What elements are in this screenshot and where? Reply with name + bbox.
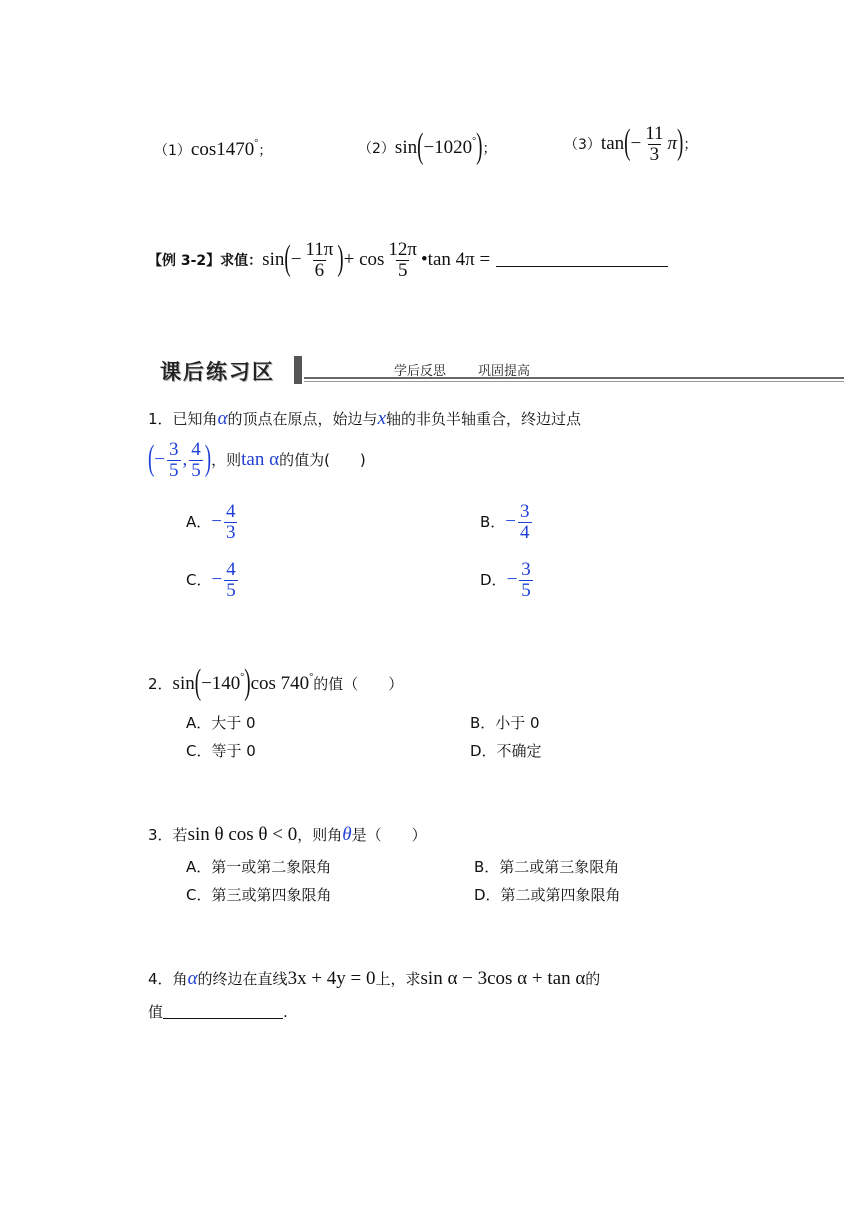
q2-number: 2．	[148, 675, 173, 693]
q3-option-a[interactable]: A．第一或第二象限角	[186, 858, 332, 876]
q4-line-1: 4．角α的终边在直线3x + 4y = 0上，求sin α − 3cos α + tan α的	[148, 968, 601, 989]
item-1-expr: cos1470	[190, 139, 255, 160]
q1-number: 1．	[148, 410, 173, 428]
q2-option-d[interactable]: D．不确定	[470, 742, 542, 760]
q1-option-d[interactable]: D．− $\frac{3}{5}$	[480, 559, 531, 601]
q4-answer-blank[interactable]	[163, 1000, 283, 1019]
item-3-fn: tan	[600, 133, 625, 154]
section-banner	[148, 352, 848, 388]
item-2-fn: sin	[394, 137, 418, 158]
banner-bar	[294, 356, 302, 384]
banner-line	[304, 377, 844, 379]
q2-option-c[interactable]: C．等于 0	[186, 742, 256, 760]
example-fraction-2: $\frac{12\pi}{5}$	[388, 239, 418, 281]
section-title: 课后练习区	[160, 360, 275, 384]
item-3-fraction: $\frac{11}{3}$	[645, 123, 664, 165]
q1-point-y: $\frac{4}{5}$	[191, 439, 201, 481]
answer-blank[interactable]	[496, 248, 668, 267]
example-fraction-1: $\frac{11\pi}{6}$	[305, 239, 334, 281]
item-1	[154, 138, 272, 161]
q3-option-d[interactable]: D．第二或第四象限角	[474, 886, 621, 904]
item-1-deg: °	[254, 138, 259, 149]
q1-option-b[interactable]: B．− $\frac{3}{4}$	[480, 501, 530, 543]
q4-number: 4．	[148, 970, 173, 988]
item-3-label: （3）	[564, 137, 601, 153]
item-3-tail: ；	[683, 137, 698, 153]
q4-line-2: 值 .	[148, 1000, 288, 1022]
q3-option-c[interactable]: C．第三或第四象限角	[186, 886, 332, 904]
q1-line-1: 1．已知角α的顶点在原点，始边与x轴的非负半轴重合，终边过点	[148, 408, 582, 429]
example-3-2: 【例 3-2】求值：sin(− $\frac{11\pi}{6}$ )+ cos $\frac{12\pi}{5}$ •tan 4π =	[148, 240, 668, 281]
q1-line-2: (− $\frac{3}{5}$ , $\frac{4}{5}$ )，则tan α的值为( )	[148, 439, 366, 481]
section-subtitle-1: 学后反思	[394, 363, 447, 378]
item-2-tail: ；	[482, 141, 497, 157]
q2-option-b[interactable]: B．小于 0	[470, 714, 540, 732]
q3-option-b[interactable]: B．第二或第三象限角	[474, 858, 620, 876]
item-1-tail: ；	[258, 143, 273, 159]
q1-option-c[interactable]: C．− $\frac{4}{5}$	[186, 559, 236, 601]
q3-number: 3．	[148, 826, 173, 844]
q2-option-a[interactable]: A．大于 0	[186, 714, 256, 732]
item-2-arg: −1020	[423, 137, 473, 158]
section-subtitle-2: 巩固提高	[478, 363, 531, 378]
example-label: 【例 3-2】求值：	[148, 253, 263, 269]
item-2: （2）sin(−1020°)；	[358, 127, 497, 167]
item-2-label: （2）	[358, 141, 395, 157]
q3-stem: 3．若sin θ cos θ < 0，则角θ是（ ）	[148, 824, 427, 845]
item-3: （3）tan(− $\frac{11}{3}$ π)；	[564, 123, 698, 165]
q1-point-x: $\frac{3}{5}$	[169, 439, 179, 481]
q2-stem: 2．sin(−140°)cos 740°的值（ ）	[148, 663, 404, 703]
item-1-label: （1）	[154, 143, 191, 159]
q1-option-a[interactable]: A．− $\frac{4}{3}$	[186, 501, 236, 543]
banner-line-thin	[304, 381, 844, 382]
